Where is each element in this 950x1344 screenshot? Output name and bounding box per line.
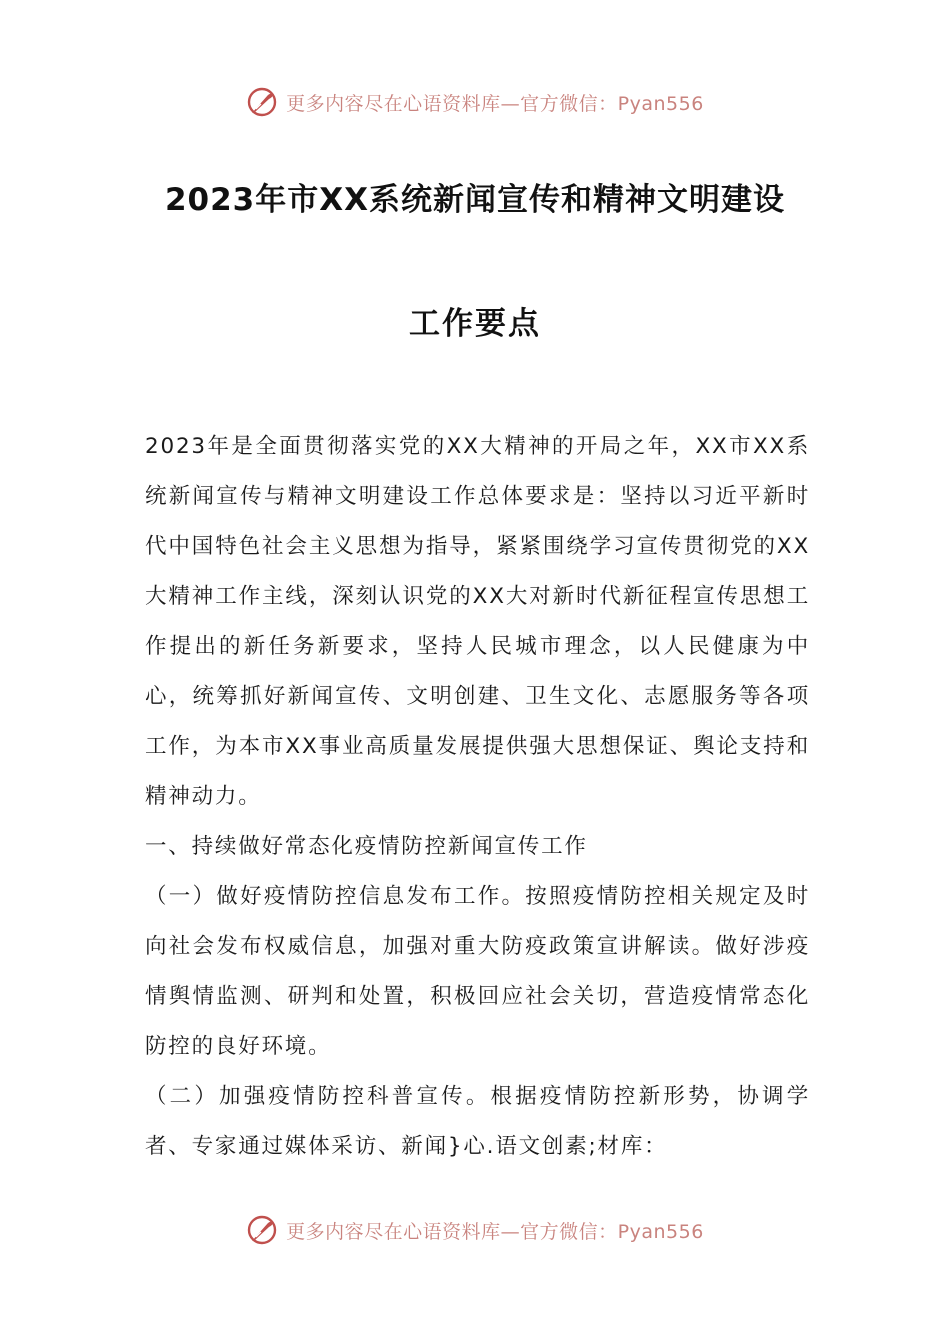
watermark-text: 更多内容尽在心语资料库—官方微信：Pyan556 (286, 92, 704, 115)
header-watermark-banner (0, 80, 950, 124)
quill-pen-seal-icon (246, 86, 278, 118)
footer-watermark-banner (0, 1208, 950, 1252)
subsection-paragraph: （一）做好疫情防控信息发布工作。按照疫情防控相关规定及时向社会发布权威信息，加强对重大防疫政策宣讲解读。做好涉疫情舆情监测、研判和处置，积极回应社会关切，营造疫情常态化防控的良好环境。 (145, 884, 810, 1059)
watermark-text: 更多内容尽在心语资料库—官方微信：Pyan556 (286, 1220, 704, 1243)
intro-paragraph: 2023年是全面贯彻落实党的XX大精神的开局之年，XX市XX系统新闻宣传与精神文明建设工作总体要求是：坚持以习近平新时代中国特色社会主义思想为指导，紧紧围绕学习宣传贯彻党的XX大精神工作主线，深刻认识党的XX大对新时代新征程宣传思想工作提出的新任务新要求，坚持人民城市理念，以人民健康为中心，统筹抓好新闻宣传、文明创建、卫生文化、志愿服务等各项工作，为本市XX事业高质量发展提供强大思想保证、舆论支持和精神动力。 (145, 434, 810, 809)
document-title: 2023年市XX系统新闻宣传和精神文明建设 (164, 182, 786, 218)
subsection-paragraph: （二）加强疫情防控科普宣传。根据疫情防控新形势，协调学者、专家通过媒体采访、新闻}心.语文创素;材库： (145, 1084, 810, 1159)
document-body (145, 422, 810, 1172)
document-title-line2: 工作要点 (409, 306, 541, 342)
section-heading: 一、持续做好常态化疫情防控新闻宣传工作 (145, 834, 588, 859)
quill-pen-seal-icon (246, 1214, 278, 1246)
